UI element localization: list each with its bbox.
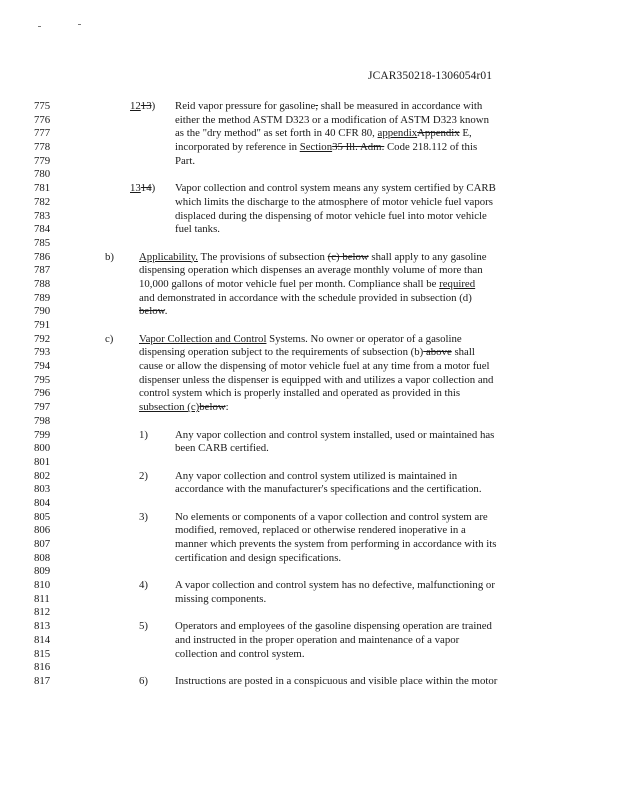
line-number: 785: [34, 236, 51, 249]
document-line: [0, 251, 618, 265]
line-number: 812: [34, 606, 51, 619]
line-text: [175, 182, 496, 196]
line-number: 796: [34, 387, 51, 400]
text-run: Instructions are posted in a conspicuous and visible place within the motor: [175, 674, 498, 687]
scan-mark: [78, 24, 81, 25]
line-number: 815: [34, 647, 51, 660]
line-text: [175, 538, 496, 552]
text-run: 6): [139, 674, 148, 687]
line-text: [139, 305, 167, 319]
document-line: [0, 237, 618, 251]
line-number: 797: [34, 401, 51, 414]
document-line: [0, 401, 618, 415]
line-text: [175, 127, 472, 141]
text-run: Any vapor collection and control system utilized is maintained in: [175, 469, 458, 482]
line-number: 794: [34, 360, 51, 373]
line-number: 811: [34, 592, 50, 605]
line-text: [139, 278, 475, 292]
line-number: 779: [34, 154, 51, 167]
text-run: A vapor collection and control system has no defective, malfunctioning or: [175, 579, 495, 592]
line-number: 817: [34, 674, 51, 687]
line-number: 799: [34, 428, 51, 441]
line-number: 801: [34, 455, 51, 468]
document-line: [0, 620, 618, 634]
text-run: displaced during the dispensing of motor vehicle fuel into motor vehicle: [175, 209, 487, 222]
document-line: [0, 634, 618, 648]
line-number: 816: [34, 661, 51, 674]
document-line: [0, 552, 618, 566]
line-number: 782: [34, 195, 51, 208]
line-number: 783: [34, 209, 51, 222]
line-text: [139, 251, 487, 265]
document-line: [0, 648, 618, 662]
text-run: as the "dry method" as set forth in 40 CFR 80,: [175, 127, 378, 140]
line-text: [175, 511, 488, 525]
line-text: [139, 579, 148, 593]
deleted-text: 13: [140, 100, 152, 112]
document-line: [0, 305, 618, 319]
text-run: Operators and employees of the gasoline dispensing operation are trained: [175, 620, 492, 633]
text-run: Systems. No owner or operator of a gasoline: [266, 332, 462, 345]
line-number: 810: [34, 579, 51, 592]
document-id: JCAR350218-1306054r01: [368, 70, 493, 82]
line-number: 795: [34, 373, 51, 386]
line-text: [175, 483, 482, 497]
text-run: Any vapor collection and control system installed, used or maintained has: [175, 428, 495, 441]
line-number: 814: [34, 633, 51, 646]
text-run: 10,000 gallons of motor vehicle fuel per month. Compliance shall be: [139, 277, 440, 290]
line-text: [139, 374, 493, 388]
deleted-text: Appendix: [417, 127, 460, 140]
text-run: shall be measured in accordance with: [318, 100, 483, 112]
document-line: [0, 100, 618, 114]
text-run: dispenser unless the dispenser is equipped with and utilizes a vapor collection and: [139, 373, 494, 386]
text-run: missing components.: [175, 592, 267, 605]
deleted-text: 35 Ill. Adm.: [332, 141, 385, 154]
line-text: [175, 196, 493, 210]
inserted-text: 13: [130, 182, 141, 195]
line-text: [175, 141, 477, 155]
line-text: [175, 100, 482, 114]
deleted-text: below: [139, 305, 165, 318]
document-line: [0, 483, 618, 497]
text-run: Vapor collection and control system means any system certified by CARB: [175, 182, 496, 195]
inserted-text: 12: [130, 100, 141, 112]
document-line: [0, 210, 618, 224]
document-line: [0, 387, 618, 401]
text-run: c): [105, 332, 114, 345]
document-line: [0, 223, 618, 237]
document-line: [0, 511, 618, 525]
document-body: [0, 100, 618, 689]
document-line: [0, 196, 618, 210]
text-run: Code 218.112 of this: [384, 141, 478, 154]
text-run: manner which prevents the system from performing in accordance with its: [175, 538, 497, 550]
line-text: [175, 114, 489, 128]
document-line: [0, 497, 618, 511]
line-number: 804: [34, 496, 51, 509]
document-line: [0, 333, 618, 347]
text-run: which limits the discharge to the atmosphere of motor vehicle fuel vapors: [175, 195, 493, 208]
text-run: certification and design specifications.: [175, 551, 342, 564]
line-text: [139, 511, 148, 525]
document-line: [0, 155, 618, 169]
document-line: [0, 168, 618, 182]
line-number: 791: [34, 319, 51, 331]
line-number: 775: [34, 100, 51, 112]
line-text: [175, 155, 195, 169]
document-line: [0, 538, 618, 552]
document-line: [0, 565, 618, 579]
inserted-text: Vapor Collection and Control: [139, 332, 267, 345]
line-number: 776: [34, 113, 51, 126]
line-text: [139, 387, 460, 401]
text-run: shall apply to any gasoline: [368, 250, 487, 263]
document-line: [0, 114, 618, 128]
text-run: ): [151, 182, 156, 195]
line-text: [139, 470, 148, 484]
line-text: [175, 210, 487, 224]
document-line: [0, 319, 618, 333]
text-run: 4): [139, 579, 148, 592]
line-number: 792: [34, 332, 51, 345]
text-run: No elements or components of a vapor collection and control system are: [175, 510, 488, 523]
document-line: [0, 415, 618, 429]
line-text: [175, 675, 497, 689]
text-run: fuel tanks.: [175, 223, 220, 236]
deleted-text: ,: [315, 100, 319, 112]
document-line: [0, 141, 618, 155]
line-text: [175, 470, 457, 484]
line-number: 798: [34, 414, 51, 427]
document-line: [0, 442, 618, 456]
text-run: 1): [139, 428, 148, 441]
scan-mark: [38, 26, 41, 27]
inserted-text: required: [439, 277, 476, 290]
text-run: .: [164, 305, 168, 318]
deleted-text: below: [199, 401, 226, 414]
line-text: [175, 552, 341, 566]
document-line: [0, 470, 618, 484]
line-number: 800: [34, 442, 51, 455]
text-run: dispensing operation which dispenses an average monthly volume of more than: [139, 264, 483, 277]
line-text: [175, 223, 220, 237]
line-text: [139, 620, 148, 634]
line-text: [130, 182, 155, 196]
deleted-text: (c) below: [327, 250, 369, 263]
text-run: 2): [139, 469, 148, 482]
document-line: [0, 579, 618, 593]
line-number: 781: [34, 182, 51, 195]
text-run: and demonstrated in accordance with the schedule provided in subsection (d): [139, 291, 472, 304]
line-number: 786: [34, 250, 51, 263]
text-run: The provisions of subsection: [197, 250, 328, 263]
line-number: 777: [34, 127, 51, 140]
line-number: 806: [34, 524, 51, 537]
line-text: [105, 251, 114, 265]
text-run: Part.: [175, 154, 196, 167]
line-number: 807: [34, 538, 51, 550]
document-line: [0, 606, 618, 620]
text-run: b): [105, 250, 114, 263]
text-run: control system which is properly installed and operated as provided in this: [139, 387, 461, 400]
line-text: [139, 401, 229, 415]
document-line: [0, 524, 618, 538]
document-line: [0, 675, 618, 689]
text-run: been CARB certified.: [175, 442, 269, 455]
line-number: 802: [34, 469, 51, 482]
line-text: [175, 524, 466, 538]
line-text: [139, 292, 472, 306]
inserted-text: Section: [299, 141, 333, 154]
document-line: [0, 661, 618, 675]
document-line: [0, 182, 618, 196]
line-number: 808: [34, 551, 51, 564]
text-run: E,: [459, 127, 472, 140]
line-number: 788: [34, 277, 51, 290]
document-line: [0, 278, 618, 292]
line-text: [105, 333, 113, 347]
line-number: 793: [34, 346, 51, 359]
line-text: [139, 360, 490, 374]
document-line: [0, 264, 618, 278]
line-number: 778: [34, 141, 51, 154]
line-text: [130, 100, 155, 114]
document-line: [0, 593, 618, 607]
line-text: [175, 634, 459, 648]
text-run: dispensing operation subject to the requirements of subsection (b): [139, 346, 424, 359]
text-run: ): [151, 100, 156, 112]
text-run: :: [225, 401, 229, 414]
text-run: either the method ASTM D323 or a modification of ASTM D323 known: [175, 113, 489, 126]
line-text: [175, 620, 492, 634]
line-number: 780: [34, 168, 51, 181]
inserted-text: Applicability.: [139, 250, 198, 263]
text-run: Reid vapor pressure for gasoline: [175, 100, 316, 112]
line-text: [175, 429, 494, 443]
line-number: 803: [34, 483, 51, 496]
line-text: [139, 675, 148, 689]
line-number: 805: [34, 510, 51, 523]
text-run: incorporated by reference in: [175, 141, 300, 154]
text-run: shall: [451, 346, 475, 359]
document-line: [0, 374, 618, 388]
line-number: 787: [34, 264, 51, 277]
document-line: [0, 429, 618, 443]
line-text: [175, 579, 495, 593]
line-text: [175, 648, 305, 662]
document-line: [0, 456, 618, 470]
document-line: [0, 127, 618, 141]
line-text: [175, 593, 266, 607]
inserted-text: subsection (c): [139, 401, 200, 414]
deleted-text: above: [423, 346, 452, 359]
text-run: collection and control system.: [175, 647, 305, 660]
line-text: [139, 333, 462, 347]
line-text: [175, 442, 269, 456]
line-text: [139, 429, 148, 443]
line-number: 790: [34, 305, 51, 318]
text-run: accordance with the manufacturer's specifications and the certification.: [175, 483, 482, 496]
document-line: [0, 360, 618, 374]
line-number: 813: [34, 620, 51, 633]
line-text: [139, 346, 475, 360]
document-line: [0, 346, 618, 360]
text-run: 5): [139, 620, 148, 633]
line-text: [139, 264, 483, 278]
deleted-text: 14: [140, 182, 152, 195]
text-run: cause or allow the dispensing of motor vehicle fuel at any time from a motor fuel: [139, 360, 490, 373]
text-run: and instructed in the proper operation and maintenance of a vapor: [175, 633, 460, 646]
inserted-text: appendix: [377, 127, 418, 140]
document-line: [0, 292, 618, 306]
line-number: 809: [34, 565, 51, 578]
text-run: modified, removed, replaced or otherwise rendered inoperative in a: [175, 524, 466, 537]
line-number: 784: [34, 223, 51, 236]
text-run: 3): [139, 510, 148, 523]
line-number: 789: [34, 291, 51, 304]
